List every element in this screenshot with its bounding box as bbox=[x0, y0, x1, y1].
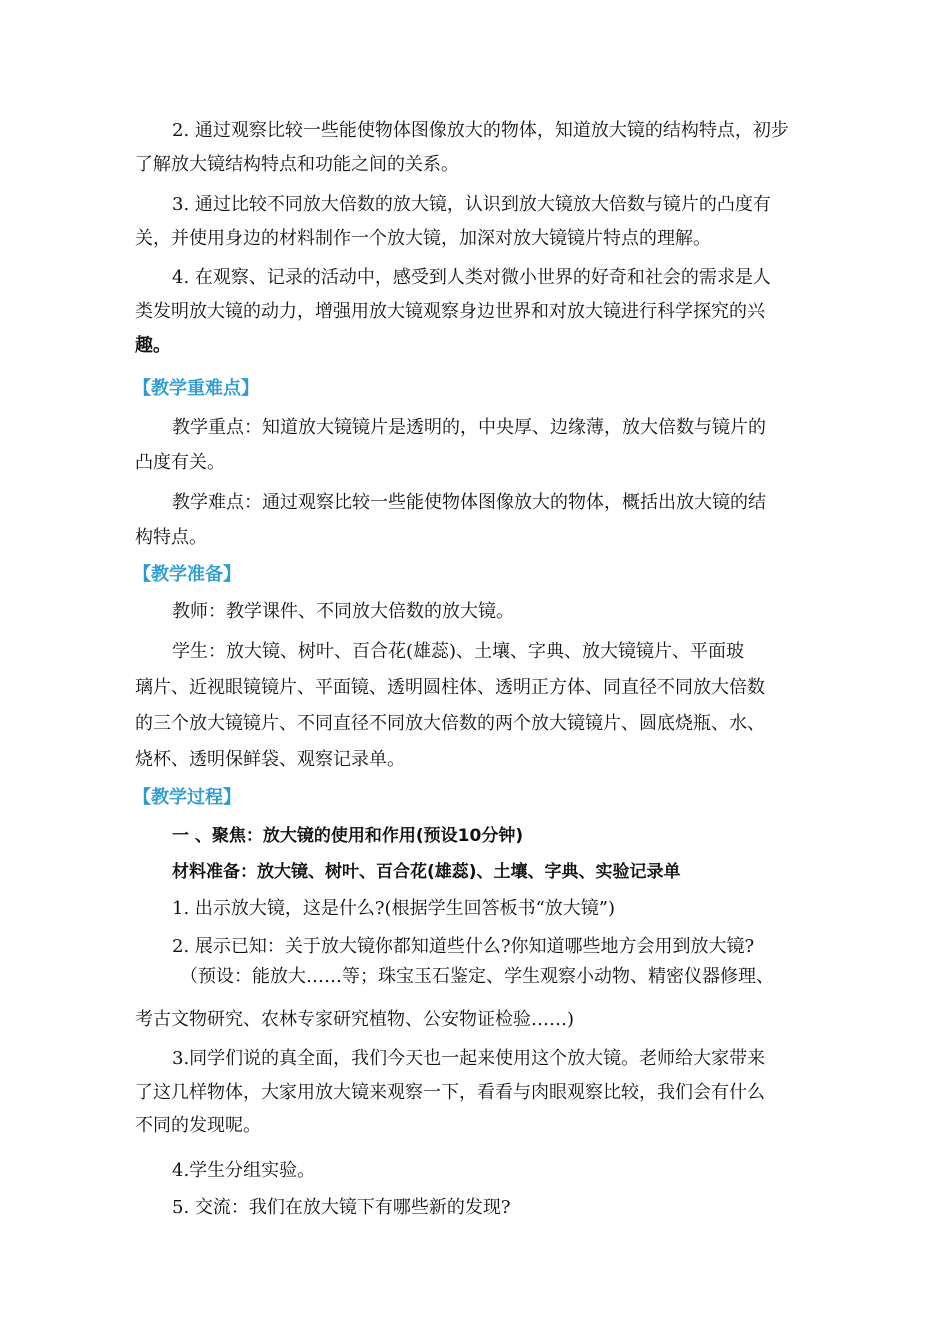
objective-2-line-1: 2. 通过观察比较一些能使物体图像放大的物体，知道放大镜的结构特点，初步 bbox=[172, 120, 789, 141]
focus-line-1: 教学重点：知道放大镜镜片是透明的，中央厚、边缘薄，放大倍数与镜片的 bbox=[172, 417, 766, 438]
step-5: 5. 交流：我们在放大镜下有哪些新的发现? bbox=[172, 1197, 511, 1218]
student-prep-line-2: 璃片、近视眼镜镜片、平面镜、透明圆柱体、透明正方体、同直径不同放大倍数 bbox=[135, 677, 765, 698]
objective-3-line-1: 3. 通过比较不同放大倍数的放大镜，认识到放大镜放大倍数与镜片的凸度有 bbox=[172, 194, 771, 215]
objective-4-line-2: 类发明放大镜的动力，增强用放大镜观察身边世界和对放大镜进行科学探究的兴 bbox=[135, 301, 765, 322]
step-2-line-1: 2. 展示已知：关于放大镜你都知道些什么?你知道哪些地方会用到放大镜? bbox=[172, 936, 755, 957]
objective-3-line-2: 关，并使用身边的材料制作一个放大镜，加深对放大镜镜片特点的理解。 bbox=[135, 228, 711, 249]
student-prep-line-3: 的三个放大镜镜片、不同直径不同放大倍数的两个放大镜镜片、圆底烧瓶、水、 bbox=[135, 713, 765, 734]
difficulty-line-2: 构特点。 bbox=[135, 527, 207, 548]
step-3-line-3: 不同的发现呢。 bbox=[135, 1115, 261, 1136]
process-section-1-title: 一 、聚焦：放大镜的使用和作用(预设10分钟) bbox=[172, 826, 524, 846]
objective-2-line-2: 了解放大镜结构特点和功能之间的关系。 bbox=[135, 154, 459, 175]
materials-line: 材料准备：放大镜、树叶、百合花(雄蕊)、土壤、字典、实验记录单 bbox=[172, 862, 681, 882]
step-2-line-3: 考古文物研究、农林专家研究植物、公安物证检验……) bbox=[135, 1009, 575, 1030]
section-heading-process: 【教学过程】 bbox=[133, 787, 241, 808]
teacher-prep: 教师：教学课件、不同放大倍数的放大镜。 bbox=[172, 601, 514, 622]
step-3-line-1: 3.同学们说的真全面，我们今天也一起来使用这个放大镜。老师给大家带来 bbox=[172, 1048, 766, 1069]
step-1: 1. 出示放大镜，这是什么?(根据学生回答板书“放大镜”) bbox=[172, 898, 615, 919]
section-heading-key-points: 【教学重难点】 bbox=[133, 378, 259, 399]
student-prep-line-4: 烧杯、透明保鲜袋、观察记录单。 bbox=[135, 749, 405, 770]
objective-4-line-3: 趣。 bbox=[135, 335, 171, 356]
student-prep-line-1: 学生：放大镜、树叶、百合花(雄蕊)、土壤、字典、放大镜镜片、平面玻 bbox=[172, 641, 745, 662]
step-2-line-2: （预设：能放大……等；珠宝玉石鉴定、学生观察小动物、精密仪器修理、 bbox=[180, 966, 774, 987]
focus-line-2: 凸度有关。 bbox=[135, 452, 225, 473]
step-4: 4.学生分组实验。 bbox=[172, 1160, 316, 1181]
step-3-line-2: 了这几样物体，大家用放大镜来观察一下，看看与肉眼观察比较，我们会有什么 bbox=[135, 1082, 765, 1103]
section-heading-preparation: 【教学准备】 bbox=[133, 564, 241, 585]
difficulty-line-1: 教学难点：通过观察比较一些能使物体图像放大的物体，概括出放大镜的结 bbox=[172, 492, 766, 513]
objective-4-line-1: 4. 在观察、记录的活动中，感受到人类对微小世界的好奇和社会的需求是人 bbox=[172, 267, 771, 288]
